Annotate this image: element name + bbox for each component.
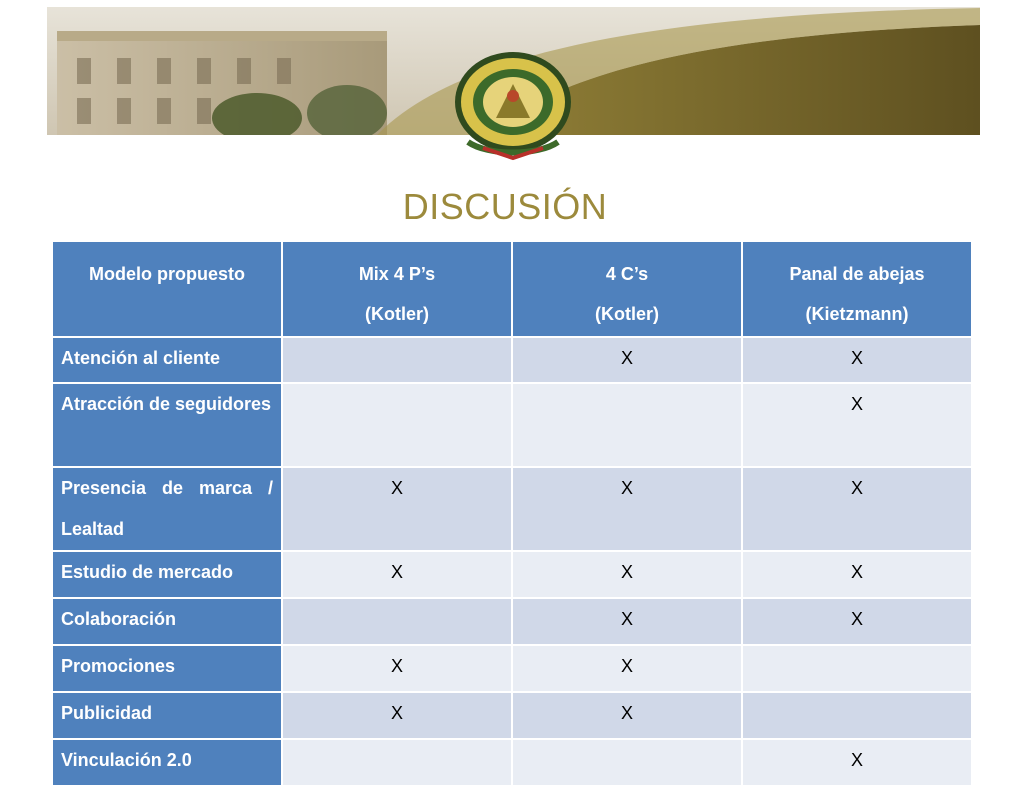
cell-mix-4ps: X bbox=[282, 551, 512, 598]
cell-mix-4ps bbox=[282, 337, 512, 383]
table-row bbox=[52, 739, 972, 786]
header-mix-4ps: Mix 4 P’s (Kotler) bbox=[282, 241, 512, 337]
cell-mix-4ps: X bbox=[282, 467, 512, 551]
cell-4cs bbox=[512, 739, 742, 786]
table-row bbox=[52, 692, 972, 739]
table-row bbox=[52, 551, 972, 598]
row-label: Colaboración bbox=[52, 598, 282, 645]
row-label: Vinculación 2.0 bbox=[52, 739, 282, 786]
table-row bbox=[52, 337, 972, 383]
table-row bbox=[52, 598, 972, 645]
row-label: Atención al cliente bbox=[52, 337, 282, 383]
cell-panal-abejas: X bbox=[742, 551, 972, 598]
table-row bbox=[52, 383, 972, 467]
cell-4cs bbox=[512, 383, 742, 467]
row-label: Promociones bbox=[52, 645, 282, 692]
cell-4cs: X bbox=[512, 337, 742, 383]
university-seal bbox=[448, 46, 578, 164]
cell-panal-abejas bbox=[742, 645, 972, 692]
cell-mix-4ps bbox=[282, 739, 512, 786]
row-label: Presencia de marca / Lealtad bbox=[52, 467, 282, 551]
row-label: Estudio de mercado bbox=[52, 551, 282, 598]
cell-4cs: X bbox=[512, 645, 742, 692]
cell-4cs: X bbox=[512, 467, 742, 551]
table-row bbox=[52, 467, 972, 551]
header-4cs: 4 C’s (Kotler) bbox=[512, 241, 742, 337]
cell-4cs: X bbox=[512, 692, 742, 739]
cell-4cs: X bbox=[512, 598, 742, 645]
row-label: Atracción de seguidores bbox=[52, 383, 282, 467]
cell-mix-4ps bbox=[282, 598, 512, 645]
cell-panal-abejas: X bbox=[742, 337, 972, 383]
table-row bbox=[52, 645, 972, 692]
seal-icon bbox=[448, 46, 578, 164]
table-header-row bbox=[52, 241, 972, 337]
cell-panal-abejas: X bbox=[742, 598, 972, 645]
cell-panal-abejas: X bbox=[742, 739, 972, 786]
cell-mix-4ps bbox=[282, 383, 512, 467]
cell-panal-abejas: X bbox=[742, 383, 972, 467]
cell-4cs: X bbox=[512, 551, 742, 598]
cell-panal-abejas: X bbox=[742, 467, 972, 551]
page-title: DISCUSIÓN bbox=[402, 186, 608, 227]
comparison-table bbox=[51, 240, 973, 787]
cell-mix-4ps: X bbox=[282, 692, 512, 739]
row-label: Publicidad bbox=[52, 692, 282, 739]
header-panal-abejas: Panal de abejas (Kietzmann) bbox=[742, 241, 972, 337]
cell-panal-abejas bbox=[742, 692, 972, 739]
cell-mix-4ps: X bbox=[282, 645, 512, 692]
header-modelo: Modelo propuesto bbox=[52, 241, 282, 337]
